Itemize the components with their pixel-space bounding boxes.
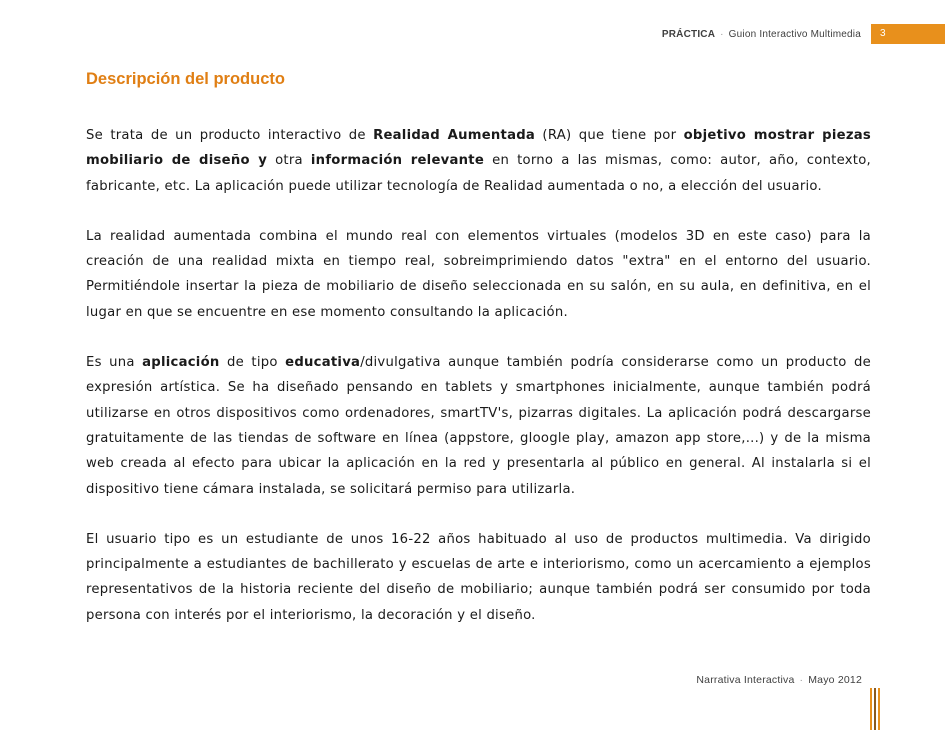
- document-body: [86, 123, 871, 653]
- bold-text-run: Realidad Aumentada: [373, 128, 536, 143]
- footer-date: Mayo 2012: [808, 674, 862, 686]
- page-header: [662, 24, 945, 44]
- footer-separator: ·: [799, 674, 804, 686]
- bold-text-run: información relevante: [310, 153, 485, 169]
- text-run: otra: [267, 153, 311, 169]
- page-footer: [696, 674, 862, 686]
- footer-decoration-bars: [870, 688, 882, 730]
- bold-text-run: educativa: [285, 355, 361, 371]
- text-run: (RA) que tiene por: [535, 128, 684, 143]
- text-run: Se trata de un producto interactivo de: [86, 128, 374, 143]
- section-title: Descripción del producto: [86, 70, 285, 88]
- decoration-bar: [878, 688, 880, 730]
- header-separator: ·: [720, 28, 724, 40]
- text-run: La realidad aumentada combina el mundo real con elementos virtuales (modelos 3D en este caso) para la creación de una realidad mixta en tiempo real, sobreimprimiendo datos "extra" en el entorno del usuario. Permitiéndole insertar la pieza de mobiliario de diseño seleccionada en su salón, en su aula, en definitiva, en el lugar en que se encuentre en ese momento consultando la aplicación.: [86, 228, 871, 320]
- header-section: PRÁCTICA: [661, 28, 716, 40]
- text-run: de tipo: [219, 355, 286, 371]
- header-text: [662, 29, 861, 40]
- paragraph-4: [86, 527, 871, 628]
- decoration-bar: [870, 688, 872, 730]
- decoration-bar: [874, 688, 876, 730]
- bold-text-run: aplicación: [142, 355, 220, 371]
- text-run: El usuario tipo es un estudiante de unos 16-22 años habituado al uso de productos multimedia. Va dirigido principalmente a estudiantes de bachillerato y escuelas de arte e interiorismo, como un acercamiento a ejemplos representativos de la historia reciente del diseño de mobiliario; aunque también podrá ser consumido por toda persona con interés por el interiorismo, la decoración y el diseño.: [86, 531, 871, 623]
- text-run: Es una: [86, 355, 143, 371]
- header-subtitle: Guion Interactivo Multimedia: [728, 28, 861, 40]
- paragraph-2: [86, 224, 871, 325]
- text-run: /divulgativa aunque también podría considerarse como un producto de expresión artística. Se ha diseñado pensando en tablets y smartphones inicialmente, aunque también podrá utilizarse en otros dispositivos como ordenadores, smartTV's, pizarras digitales. La aplicación podrá descargarse gratuitamente de las tiendas de software en línea (appstore, gloogle play, amazon app store,...) y de la misma web creada al efecto para ubicar la aplicación en la red y presentarla al público en general. Al instalarla si el dispositivo tiene cámara instalada, se solicitará permiso para utilizarla.: [86, 355, 871, 497]
- paragraph-1: [86, 123, 871, 199]
- page-number: 3: [871, 24, 945, 44]
- text-run: en torno a las mismas, como: autor, año, contexto, fabricante, etc. La aplicación puede utilizar tecnología de Realidad aumentada o no, a elección del usuario.: [86, 153, 871, 194]
- bold-text-run: objetivo mostrar piezas mobiliario de diseño y: [86, 128, 871, 169]
- paragraph-3: [86, 350, 871, 502]
- footer-course: Narrativa Interactiva: [696, 674, 795, 686]
